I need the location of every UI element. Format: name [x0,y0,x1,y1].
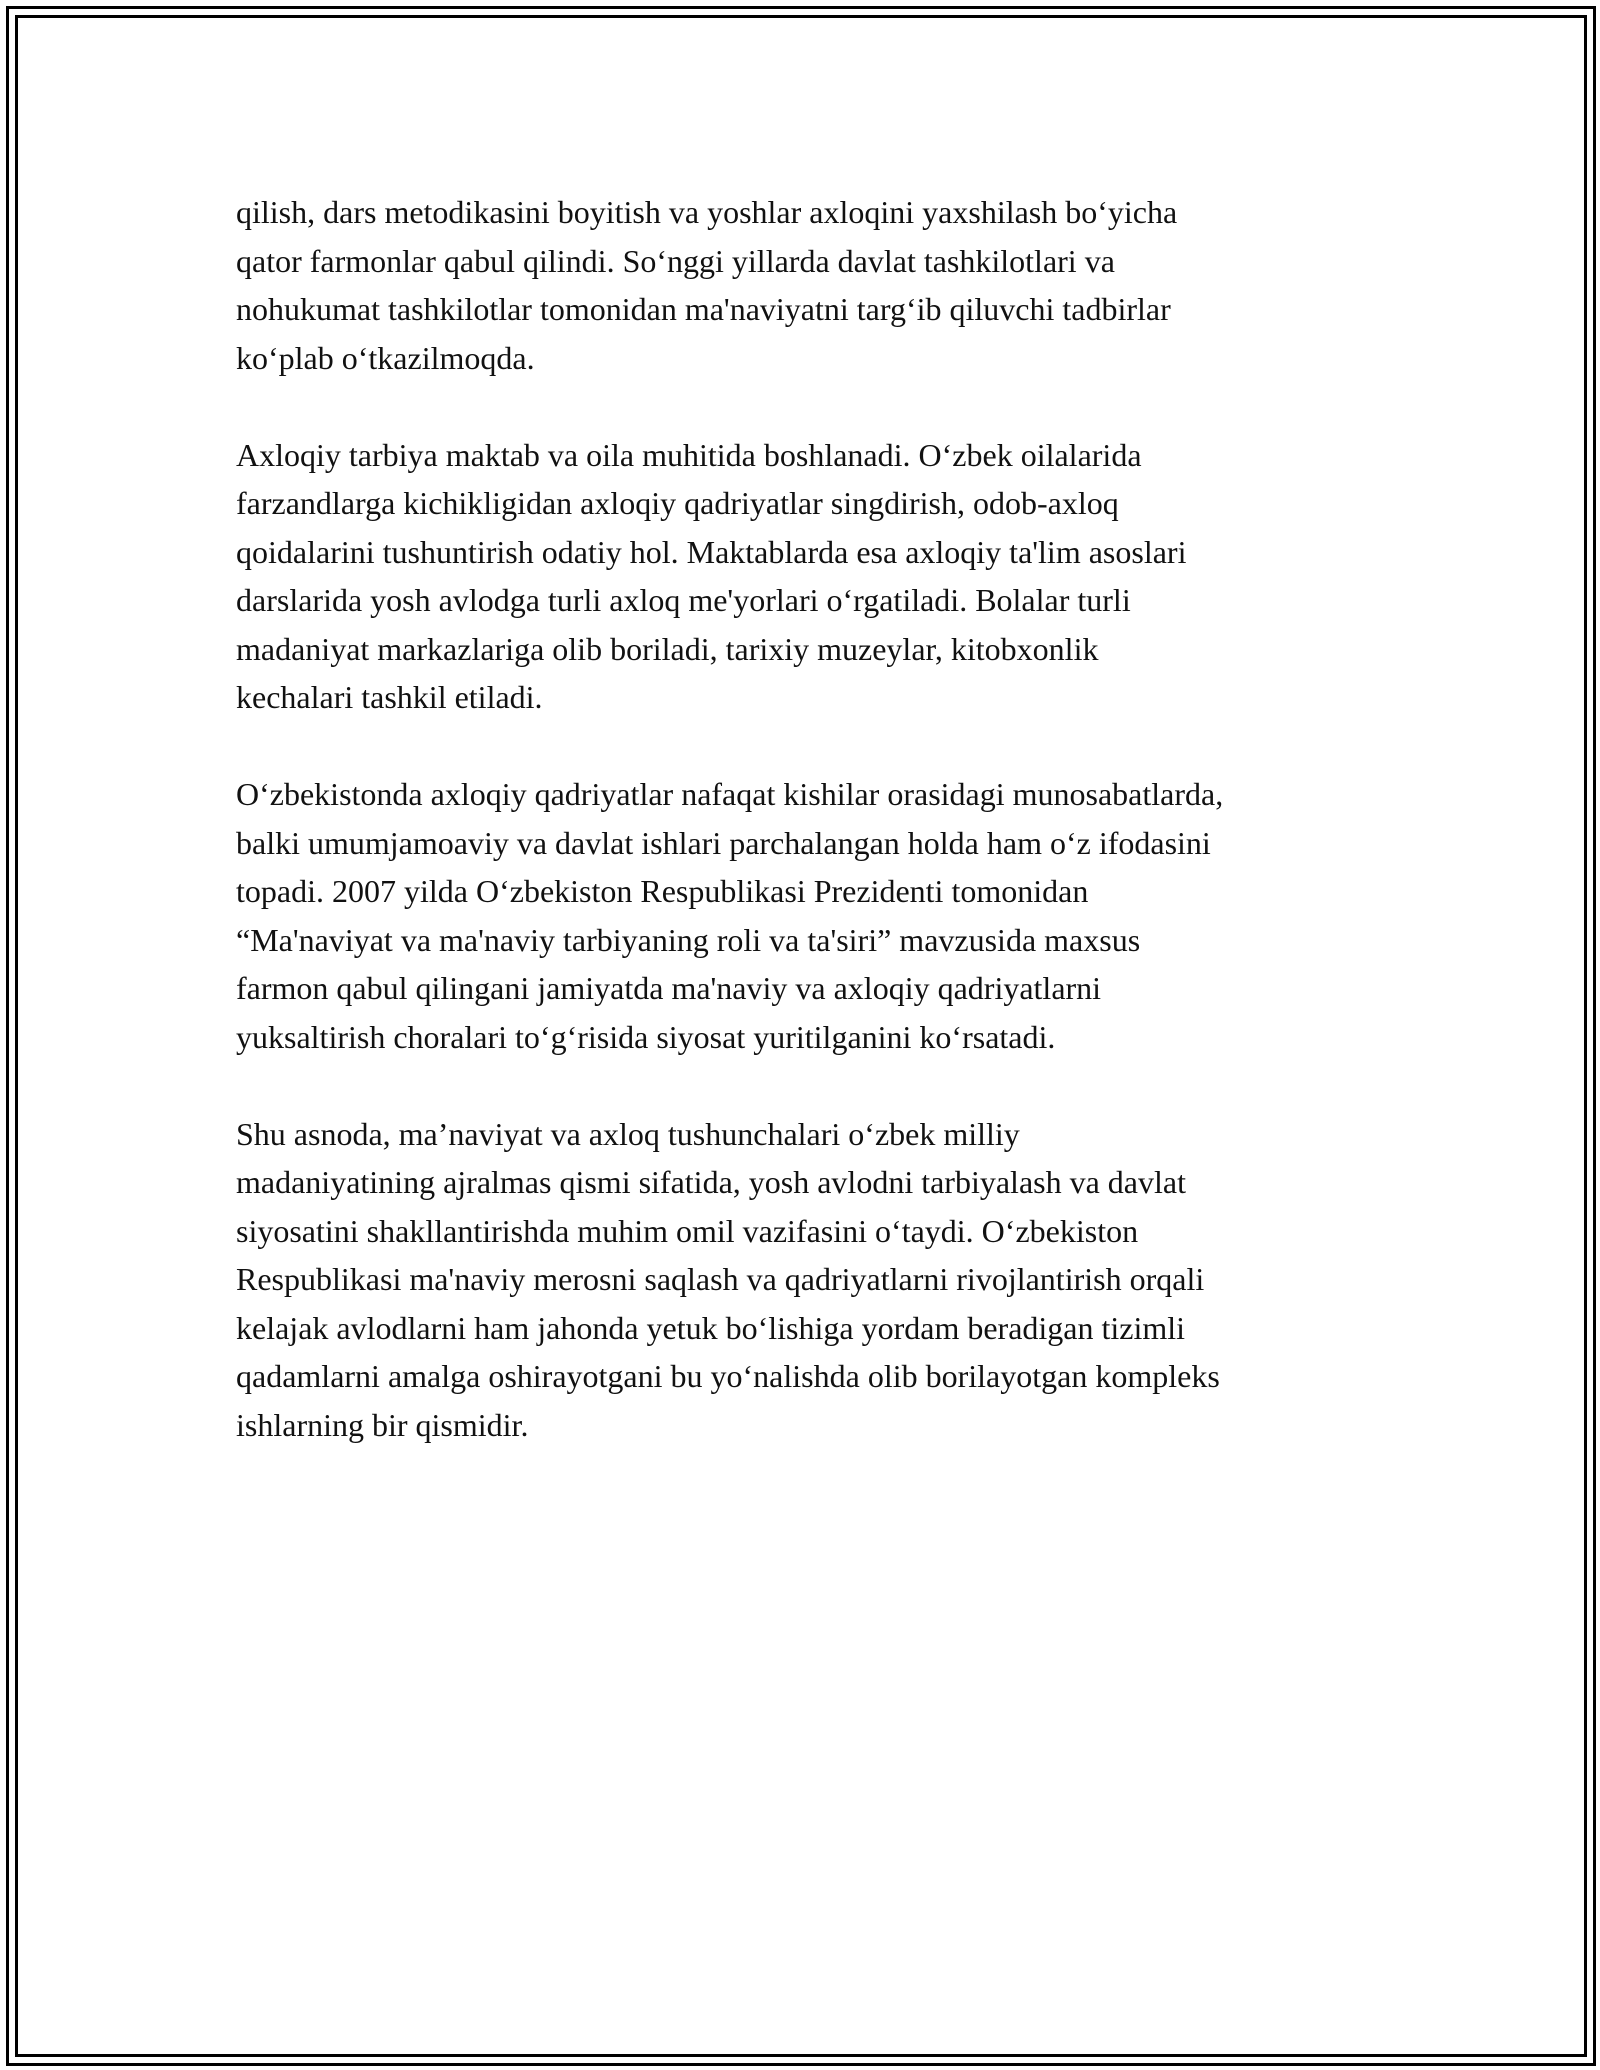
text-line: topadi. 2007 yilda O‘zbekiston Respublikasi Prezidenti tomonidan [236,873,1089,909]
text-line: ko‘plab o‘tkazilmoqda. [236,339,535,376]
text-line: yuksaltirish choralari to‘g‘risida siyosat yuritilganini ko‘rsatadi. [236,1018,1056,1055]
text-line: balki umumjamoaviy va davlat ishlari parchalangan holda ham o‘z ifodasini [236,824,1211,861]
text-line: kechalari tashkil etiladi. [236,679,543,715]
text-line: farmon qabul qilingani jamiyatda ma'naviy va axloqiy qadriyatlarni [236,970,1102,1006]
text-line: Axloqiy tarbiya maktab va oila muhitida boshlanadi. O‘zbek oilalarida [236,436,1142,473]
text-line: siyosatini shakllantirishda muhim omil vazifasini o‘taydi. O‘zbekiston [236,1212,1139,1249]
paragraph-2 [236,431,1386,722]
paragraph-3 [236,770,1386,1061]
paragraph-4 [236,1110,1386,1450]
text-line: Shu asnoda, ma’naviyat va axloq tushunchalari o‘zbek milliy [236,1115,1020,1152]
text-line: farzandlarga kichikligidan axloqiy qadriyatlar singdirish, odob-axloq [236,485,1119,521]
text-line: qoidalarini tushuntirish odatiy hol. Maktablarda esa axloqiy ta'lim asoslari [236,533,1187,570]
text-line: ishlarning bir qismidir. [236,1406,529,1443]
document-body [236,188,1386,1498]
text-line: qadamlarni amalga oshirayotgani bu yo‘nalishda olib borilayotgan kompleks [236,1358,1220,1394]
paragraph-1 [236,188,1386,382]
text-line: madaniyatining ajralmas qismi sifatida, yosh avlodni tarbiyalash va davlat [236,1164,1186,1200]
text-line: qator farmonlar qabul qilindi. So‘nggi yillarda davlat tashkilotlari va [236,242,1115,279]
text-line: darslarida yosh avlodga turli axloq me'yorlari o‘rgatiladi. Bolalar turli [236,582,1131,618]
text-line: madaniyat markazlariga olib boriladi, tarixiy muzeylar, kitobxonlik [236,630,1099,667]
text-line: kelajak avlodlarni ham jahonda yetuk bo‘lishiga yordam beradigan tizimli [236,1309,1186,1346]
text-line: “Ma'naviyat va ma'naviy tarbiyaning roli va ta'siri” mavzusida maxsus [236,921,1141,958]
text-line: nohukumat tashkilotlar tomonidan ma'naviyatni targ‘ib qiluvchi tadbirlar [236,291,1171,327]
text-line: qilish, dars metodikasini boyitish va yoshlar axloqini yaxshilash bo‘yicha [236,194,1178,230]
text-line: O‘zbekistonda axloqiy qadriyatlar nafaqat kishilar orasidagi munosabatlarda, [236,776,1224,812]
text-line: Respublikasi ma'naviy merosni saqlash va qadriyatlarni rivojlantirish orqali [236,1261,1205,1297]
